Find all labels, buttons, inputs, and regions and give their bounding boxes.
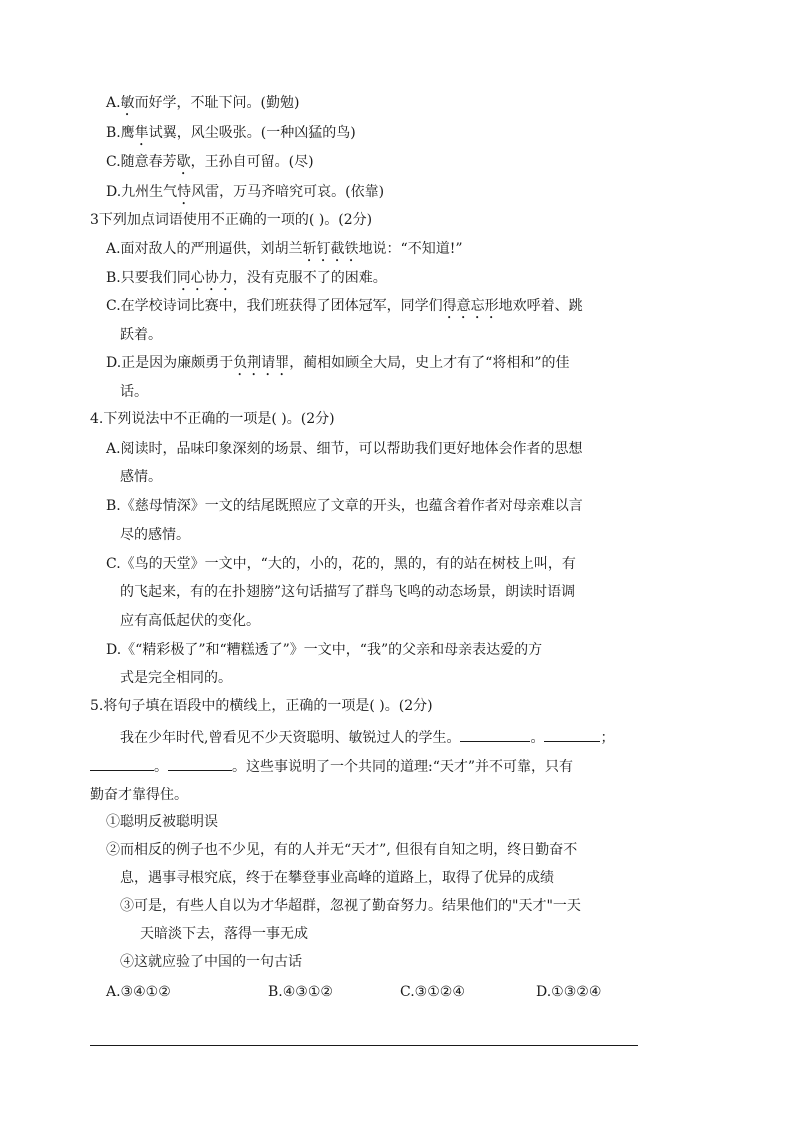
q5-sentence-2-cont: 息，遇事寻根究底，终于在攀登事业高峰的道路上，取得了优异的成绩 — [120, 870, 554, 886]
q5-stem: 5.将句子填在语段中的横线上，正确的一项是( )。(2分) — [90, 698, 433, 714]
q5-option-c: C.③①②④ — [400, 984, 465, 1000]
q5-option-d: D.①③②④ — [536, 984, 602, 1000]
q3-option-d-cont: 话。 — [120, 384, 148, 400]
q5-sentence-4: ④这就应验了中国的一句古话 — [120, 954, 302, 970]
emphasized-phrase: 得意忘形 — [442, 298, 499, 314]
q4-option-a-cont: 感情。 — [120, 469, 162, 485]
q4-option-c-cont2: 应有高低起伏的变化。 — [120, 613, 260, 629]
q4-option-c-cont1: 的飞起来，有的在扑翅膀”这句话描写了群鸟飞鸣的动态场景，朗读时语调 — [120, 584, 576, 600]
q4-stem: 4.下列说法中不正确的一项是( )。(2分) — [90, 411, 335, 427]
q3-stem: 3下列加点词语使用不正确的一项的( )。(2分) — [90, 212, 373, 228]
q2-option-a: A.敏而好学，不耻下问。(勤勉) — [106, 95, 300, 111]
q5-option-b: B.④③①② — [268, 984, 333, 1000]
q3-option-c: C.在学校诗词比赛中，我们班获得了团体冠军，同学们得意忘形地欢呼着、跳 — [106, 298, 583, 314]
q5-sentence-3-cont: 天暗淡下去，落得一事无成 — [140, 926, 308, 942]
q3-option-a: A.面对敌人的严刑逼供，刘胡兰斩钉截铁地说：“不知道!” — [106, 241, 463, 257]
q5-sentence-1: ①聪明反被聪明误 — [106, 814, 218, 830]
bottom-divider — [90, 1045, 638, 1046]
q5-sentence-2: ②而相反的例子也不少见，有的人并无“天才”, 但很有自知之明，终日勤奋不 — [106, 842, 578, 858]
emphasized-char: 隼 — [134, 125, 149, 141]
emphasized-phrase: 负荆请罪 — [233, 355, 290, 371]
q4-option-a: A.阅读时，品味印象深刻的场景、细节，可以帮助我们更好地体会作者的思想 — [106, 441, 583, 457]
q5-option-a: A.③④①② — [106, 984, 171, 1000]
emphasized-char: 歇 — [176, 154, 191, 170]
emphasized-char: 敏 — [120, 95, 135, 111]
q2-option-c: C.随意春芳歇，王孙自可留。(尽) — [106, 154, 314, 170]
emphasized-phrase: 斩钉截铁 — [302, 241, 359, 257]
q4-option-b-cont: 尽的感情。 — [120, 527, 190, 543]
q5-sentence-3: ③可是，有些人自以为才华超群，忽视了勤奋努力。结果他们的"天才"一天 — [120, 898, 581, 914]
q4-option-b: B.《慈母情深》一文的结尾既照应了文章的开头，也蕴含着作者对母亲难以言 — [106, 498, 583, 514]
fill-blank-2[interactable] — [544, 727, 600, 742]
q3-option-b: B.只要我们同心协力，没有克服不了的困难。 — [106, 270, 387, 286]
q5-passage-line1: 我在少年时代,曾看见不少天资聪明、敏锐过人的学生。 。 ； — [120, 727, 614, 748]
q4-option-d-cont: 式是完全相同的。 — [120, 670, 232, 686]
q5-passage-line2: 。 。这些事说明了一个共同的道理:“天才”并不可靠，只有 — [90, 756, 573, 777]
q4-option-d: D.《“精彩极了”和“糟糕透了”》一文中，“我”的父亲和母亲表达爱的方 — [106, 642, 543, 658]
q3-option-d: D.正是因为廉颇勇于负荆请罪，蔺相如顾全大局，史上才有了“将相和”的佳 — [106, 355, 570, 371]
fill-blank-3[interactable] — [90, 756, 154, 771]
q3-option-c-cont: 跃着。 — [120, 327, 162, 343]
q5-passage-line3: 勤奋才靠得住。 — [90, 787, 188, 803]
emphasized-char: 恃 — [177, 184, 192, 200]
emphasized-phrase: 同心协力 — [176, 270, 233, 286]
q2-option-b: B.鹰隼试翼，风尘吸张。(一种凶猛的鸟) — [106, 125, 356, 141]
fill-blank-1[interactable] — [460, 727, 530, 742]
fill-blank-4[interactable] — [168, 756, 232, 771]
q2-option-d: D.九州生气恃风雷，万马齐喑究可哀。(依靠) — [106, 184, 385, 200]
q4-option-c: C.《鸟的天堂》一文中，“大的，小的，花的，黑的，有的站在树枝上叫，有 — [106, 556, 576, 572]
